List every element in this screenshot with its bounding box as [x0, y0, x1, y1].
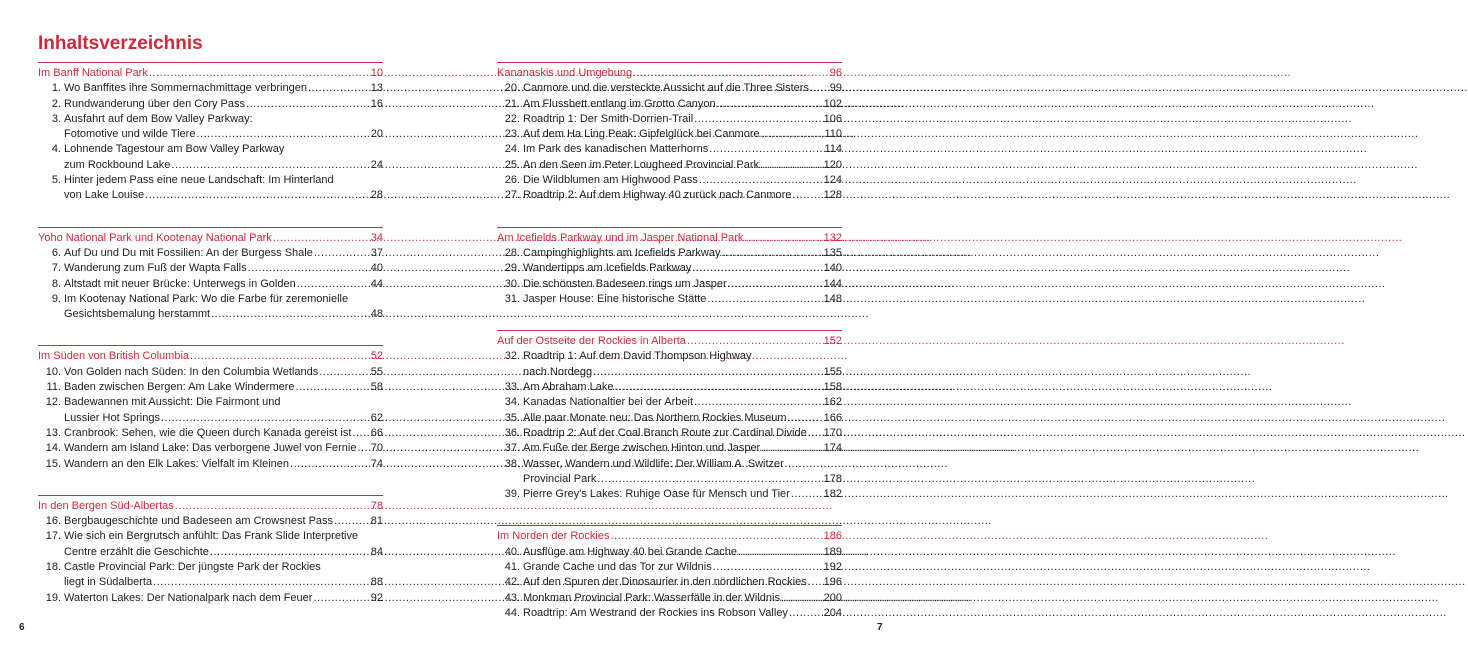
dot-leader: [615, 380, 823, 395]
toc-entry[interactable]: [38, 441, 383, 456]
entry-title: Auf dem Ha Ling Peak: Gipfelglück bei Canmore: [523, 128, 760, 141]
entry-number: 10.: [45, 365, 61, 378]
dot-leader: [694, 395, 823, 410]
entry-number: 19.: [45, 591, 61, 604]
toc-entry-continuation[interactable]: [38, 307, 383, 322]
dot-leader: [633, 66, 829, 81]
entry-title: zum Rockbound Lake: [64, 158, 171, 171]
dot-leader: [611, 529, 823, 544]
entry-title: Alle paar Monate neu: Das Northern Rockies Museum: [523, 411, 787, 424]
entry-number: 23.: [504, 128, 520, 141]
dot-leader: [717, 97, 823, 112]
dot-leader: [761, 127, 824, 142]
entry-number: 16.: [45, 515, 61, 528]
dot-leader: [334, 514, 370, 529]
toc-entry[interactable]: [38, 529, 383, 544]
dot-leader: [145, 188, 370, 203]
toc-entry[interactable]: [497, 246, 842, 261]
entry-page: 140: [823, 262, 842, 275]
dot-leader: [761, 441, 822, 456]
toc-entry[interactable]: [38, 173, 383, 188]
entry-title: Baden zwischen Bergen: Am Lake Windermere: [64, 381, 295, 394]
entry-number: 35.: [504, 411, 520, 424]
entry-page: 13: [370, 82, 383, 95]
toc-section: [497, 62, 842, 204]
entry-title: Lussier Hot Springs: [64, 411, 160, 424]
dot-leader: [319, 365, 370, 380]
section-page: 10: [370, 67, 383, 79]
entry-title: nach Nordegg: [523, 365, 593, 378]
entry-page: 99: [829, 82, 842, 95]
entry-page: 162: [823, 396, 842, 409]
toc-entry[interactable]: [497, 277, 842, 292]
entry-title: Am Fuße der Berge zwischen Hinton und Jasper: [523, 442, 761, 455]
toc-entry[interactable]: [497, 487, 842, 502]
entry-number: 36.: [504, 426, 520, 439]
dot-leader: [171, 158, 369, 173]
dot-leader: [788, 411, 823, 426]
entry-number: 31.: [504, 292, 520, 305]
entry-number: 6.: [51, 246, 61, 259]
toc-entry[interactable]: [38, 292, 383, 307]
entry-page: 106: [823, 112, 842, 125]
dot-leader: [210, 545, 370, 560]
toc-entry[interactable]: [497, 426, 842, 441]
entry-number: 33.: [504, 381, 520, 394]
toc-section: [38, 345, 383, 471]
entry-page: 166: [823, 411, 842, 424]
entry-title: Campinghighlights am Icefields Parkway: [523, 246, 721, 259]
entry-title: Roadtrip 1: Auf dem David Thompson Highway: [523, 350, 752, 363]
dot-leader: [707, 292, 822, 307]
entry-title: Roadtrip 1: Der Smith-Dorrien-Trail: [523, 112, 694, 125]
toc-section: [497, 330, 842, 502]
toc-entry[interactable]: [497, 349, 842, 364]
entry-page: 92: [370, 591, 383, 604]
page-number-left: 6: [19, 622, 25, 633]
entry-number: 28.: [504, 246, 520, 259]
section-title: In den Bergen Süd-Albertas: [38, 499, 174, 512]
dot-leader: [692, 261, 822, 276]
toc-entry[interactable]: [38, 380, 383, 395]
toc-entry-continuation[interactable]: [38, 127, 383, 142]
dot-leader: [694, 112, 823, 127]
entry-title: Grande Cache und das Tor zur Wildnis: [523, 561, 712, 574]
dot-leader: [352, 426, 369, 441]
dot-leader: [713, 560, 823, 575]
entry-page: 196: [823, 576, 842, 589]
entry-number: 37.: [504, 442, 520, 455]
toc-section: [38, 495, 383, 606]
entry-title: Hinter jedem Pass eine neue Landschaft: Im Hinterland: [64, 174, 334, 187]
entry-page: 158: [823, 381, 842, 394]
toc-entry-continuation[interactable]: [497, 365, 842, 380]
dot-leader: [597, 472, 822, 487]
entry-page: 102: [823, 97, 842, 110]
entry-title: Cranbrook: Sehen, wie die Queen durch Kanada gereist ist: [64, 426, 352, 439]
toc-entry[interactable]: [497, 560, 842, 575]
section-page: 132: [823, 231, 842, 244]
toc-entry[interactable]: [497, 395, 842, 410]
toc-entry-continuation[interactable]: [38, 575, 383, 590]
toc-entry[interactable]: [38, 395, 383, 410]
dot-leader: [744, 231, 822, 246]
entry-page: 74: [370, 457, 383, 470]
section-title: Im Norden der Rockies: [497, 530, 610, 543]
entry-title: Lohnende Tagestour am Bow Valley Parkway: [64, 143, 285, 156]
entry-page: 144: [823, 277, 842, 290]
toc-entry[interactable]: [38, 560, 383, 575]
entry-title: Waterton Lakes: Der Nationalpark nach dem Feuer: [64, 591, 313, 604]
section-heading[interactable]: [38, 66, 383, 81]
section-heading[interactable]: [497, 334, 842, 349]
dot-leader: [789, 606, 823, 621]
dot-leader: [728, 277, 823, 292]
section-title: Yoho National Park und Kootenay National Park: [38, 231, 272, 244]
entry-title: Jasper House: Eine historische Stätte: [523, 292, 707, 305]
entry-page: 148: [823, 292, 842, 305]
entry-number: 25.: [504, 158, 520, 171]
entry-number: 41.: [504, 561, 520, 574]
entry-title: Roadtrip 2: Auf dem Highway 40 zurück nach Canmore: [523, 189, 792, 202]
entry-number: 27.: [504, 189, 520, 202]
entry-number: 4.: [51, 143, 61, 156]
section-title: Am Icefields Parkway und im Jasper National Park: [497, 231, 744, 244]
entry-title: liegt in Südalberta: [64, 576, 153, 589]
entry-page: 20: [370, 128, 383, 141]
entry-number: 40.: [504, 545, 520, 558]
entry-number: 12.: [45, 396, 61, 409]
entry-page: 40: [370, 262, 383, 275]
dot-leader: [687, 334, 823, 349]
toc-section: [38, 227, 383, 323]
entry-title: Badewannen mit Aussicht: Die Fairmont und: [64, 396, 281, 409]
dot-leader: [190, 349, 370, 364]
toc-entry[interactable]: [38, 426, 383, 441]
entry-number: 1.: [51, 82, 61, 95]
entry-number: 24.: [504, 143, 520, 156]
toc-section: [38, 62, 383, 204]
toc-entry[interactable]: [497, 127, 842, 142]
toc-entry[interactable]: [497, 380, 842, 395]
toc-section: [497, 525, 842, 621]
entry-page: 81: [370, 515, 383, 528]
entry-number: 20.: [504, 82, 520, 95]
entry-page: 204: [823, 606, 842, 619]
section-page: 34: [370, 231, 383, 244]
dot-leader: [721, 246, 822, 261]
entry-title: Die Wildblumen am Highwood Pass: [523, 174, 698, 187]
toc-entry[interactable]: [38, 591, 383, 606]
toc-entry[interactable]: [497, 545, 842, 560]
section-title: Kananaskis und Umgebung: [497, 67, 633, 79]
entry-page: 128: [823, 189, 842, 202]
entry-number: 8.: [51, 277, 61, 290]
entry-number: 42.: [504, 576, 520, 589]
toc-entry-continuation[interactable]: [38, 188, 383, 203]
toc-entry[interactable]: [38, 142, 383, 157]
section-heading[interactable]: [497, 66, 842, 81]
dot-leader: [791, 487, 823, 502]
entry-page: 178: [823, 472, 842, 485]
entry-number: 15.: [45, 457, 61, 470]
entry-number: 34.: [504, 396, 520, 409]
toc-entry-continuation[interactable]: [38, 545, 383, 560]
dot-leader: [246, 97, 370, 112]
toc-entry[interactable]: [497, 441, 842, 456]
dot-leader: [699, 173, 823, 188]
dot-leader: [308, 81, 370, 96]
section-heading[interactable]: [38, 499, 383, 514]
entry-page: 58: [370, 381, 383, 394]
entry-title: Am Abraham Lake: [523, 381, 614, 394]
page-title: Inhaltsverzeichnis: [38, 33, 203, 54]
toc-entry[interactable]: [497, 292, 842, 307]
entry-title: Im Kootenay National Park: Wo die Farbe für zeremonielle: [64, 292, 349, 305]
entry-number: 32.: [504, 350, 520, 363]
entry-number: 14.: [45, 442, 61, 455]
entry-title: Rundwanderung über den Cory Pass: [64, 97, 246, 110]
entry-page: 182: [823, 488, 842, 501]
toc-entry[interactable]: [497, 606, 842, 621]
entry-page: 37: [370, 246, 383, 259]
entry-title: Fotomotive und wilde Tiere: [64, 128, 196, 141]
dot-leader: [313, 591, 369, 606]
entry-title: Auf Du und Du mit Fossilien: An der Burgess Shale: [64, 246, 313, 259]
entry-title: Ausflüge am Highway 40 bei Grande Cache: [523, 545, 738, 558]
section-page: 52: [370, 350, 383, 363]
entry-page: 62: [370, 411, 383, 424]
entry-title: Gesichtsbemalung herstammt: [64, 308, 211, 321]
section-page: 78: [370, 499, 383, 512]
section-page: 152: [823, 335, 842, 348]
toc-entry[interactable]: [497, 575, 842, 590]
entry-page: 44: [370, 277, 383, 290]
dot-leader: [273, 231, 370, 246]
toc-entry[interactable]: [497, 261, 842, 276]
dot-leader: [760, 158, 823, 173]
section-heading[interactable]: [497, 529, 842, 544]
toc-entry[interactable]: [38, 457, 383, 472]
entry-page: 189: [823, 545, 842, 558]
toc-entry-continuation[interactable]: [38, 158, 383, 173]
entry-title: Castle Provincial Park: Der jüngste Park der Rockies: [64, 561, 321, 574]
toc-entry[interactable]: [497, 457, 842, 472]
entry-page: 200: [823, 591, 842, 604]
entry-title: Auf den Spuren der Dinosaurier in den nördlichen Rockies: [523, 576, 807, 589]
entry-title: Im Park des kanadischen Matterhorns: [523, 143, 709, 156]
dot-leader: [149, 66, 370, 81]
entry-title: Centre erzählt die Geschichte: [64, 545, 209, 558]
section-title: Im Süden von British Columbia: [38, 350, 190, 363]
entry-number: 21.: [504, 97, 520, 110]
entry-page: 192: [823, 561, 842, 574]
dot-leader: [290, 457, 370, 472]
toc-entry[interactable]: [38, 81, 383, 96]
toc-entry[interactable]: [497, 188, 842, 203]
toc-entry[interactable]: [38, 112, 383, 127]
entry-number: 44.: [504, 606, 520, 619]
entry-title: Monkman Provincial Park: Wasserfälle in der Wildnis: [523, 591, 780, 604]
toc-entry[interactable]: [38, 514, 383, 529]
toc-entry[interactable]: [497, 81, 842, 96]
entry-page: 114: [824, 143, 842, 156]
entry-number: 30.: [504, 277, 520, 290]
entry-title: Kanadas Nationaltier bei der Arbeit: [523, 396, 693, 409]
entry-page: 48: [370, 308, 383, 321]
entry-number: 13.: [45, 426, 61, 439]
entry-page: 120: [823, 158, 842, 171]
dot-leader: [211, 307, 370, 322]
entry-page: 66: [370, 426, 383, 439]
entry-number: 38.: [504, 457, 520, 470]
dot-leader: [161, 411, 370, 426]
section-heading[interactable]: [38, 349, 383, 364]
dot-leader: [709, 142, 823, 157]
entry-title: Roadtrip: Am Westrand der Rockies ins Robson Valley: [523, 606, 788, 619]
toc-entry-continuation[interactable]: [38, 411, 383, 426]
toc-entry-continuation[interactable]: [497, 472, 842, 487]
entry-page: 124: [823, 174, 842, 187]
entry-title: Provincial Park: [523, 472, 597, 485]
toc-entry[interactable]: [38, 261, 383, 276]
section-title: Im Banff National Park: [38, 67, 148, 79]
entry-number: 43.: [504, 591, 520, 604]
section-page: 186: [823, 530, 842, 543]
entry-page: 84: [370, 545, 383, 558]
dot-leader: [808, 575, 823, 590]
entry-number: 3.: [51, 112, 61, 125]
entry-number: 22.: [504, 112, 520, 125]
dot-leader: [357, 441, 369, 456]
dot-leader: [175, 499, 370, 514]
toc-entry[interactable]: [497, 142, 842, 157]
entry-number: 7.: [51, 262, 61, 275]
toc-entry[interactable]: [497, 173, 842, 188]
entry-number: 26.: [504, 174, 520, 187]
entry-title: Wo Banffites ihre Sommernachmittage verbringen: [64, 82, 307, 95]
dot-leader: [297, 277, 370, 292]
dot-leader: [314, 246, 370, 261]
entry-title: Bergbaugeschichte und Badeseen am Crowsnest Pass: [64, 515, 334, 528]
section-page: 96: [829, 67, 842, 79]
dot-leader: [810, 81, 829, 96]
entry-number: 11.: [46, 381, 61, 394]
entry-number: 2.: [51, 97, 61, 110]
entry-title: Altstadt mit neuer Brücke: Unterwegs in Golden: [64, 277, 296, 290]
entry-page: 88: [370, 576, 383, 589]
toc-entry[interactable]: [38, 97, 383, 112]
toc-entry[interactable]: [38, 365, 383, 380]
entry-page: 135: [823, 246, 842, 259]
entry-title: Die schönsten Badeseen rings um Jasper: [523, 277, 727, 290]
toc-entry[interactable]: [38, 277, 383, 292]
entry-number: 39.: [504, 488, 520, 501]
dot-leader: [738, 545, 823, 560]
section-heading[interactable]: [38, 231, 383, 246]
toc-entry[interactable]: [497, 112, 842, 127]
toc-entry[interactable]: [497, 411, 842, 426]
toc-entry[interactable]: [497, 591, 842, 606]
toc-section: [497, 227, 842, 307]
entry-number: 18.: [45, 561, 61, 574]
entry-title: An den Seen im Peter Lougheed Provincial Park: [523, 158, 760, 171]
entry-title: Wandern an den Elk Lakes: Vielfalt im Kleinen: [64, 457, 290, 470]
page-number-right: 7: [877, 622, 883, 633]
entry-title: von Lake Louise: [64, 189, 145, 202]
entry-title: Am Flussbett entlang im Grotto Canyon: [523, 97, 716, 110]
entry-title: Wie sich ein Bergrutsch anfühlt: Das Frank Slide Interpretive: [64, 530, 359, 543]
entry-number: 5.: [51, 174, 61, 187]
toc-entry[interactable]: [497, 97, 842, 112]
dot-leader: [153, 575, 370, 590]
entry-page: 28: [370, 189, 383, 202]
entry-title: Wasser, Wandern und Wildlife: Der William A. Switzer: [523, 457, 784, 470]
entry-page: 16: [370, 97, 383, 110]
dot-leader: [593, 365, 823, 380]
dot-leader: [792, 188, 822, 203]
entry-title: Roadtrip 2: Auf der Coal Branch Route zur Cardinal Divide: [523, 426, 807, 439]
section-heading[interactable]: [497, 231, 842, 246]
entry-page: 155: [823, 365, 842, 378]
entry-title: Von Golden nach Süden: In den Columbia Wetlands: [64, 365, 319, 378]
toc-column-right: [497, 62, 842, 644]
toc-entry[interactable]: [38, 246, 383, 261]
entry-title: Pierre Grey's Lakes: Ruhige Oase für Mensch und Tier: [523, 488, 790, 501]
dot-leader: [781, 591, 823, 606]
entry-page: 170: [823, 426, 842, 439]
entry-title: Wanderung zum Fuß der Wapta Falls: [64, 262, 247, 275]
entry-page: 110: [824, 128, 842, 141]
dot-leader: [296, 380, 370, 395]
entry-page: 24: [370, 158, 383, 171]
dot-leader: [248, 261, 370, 276]
dot-leader: [196, 127, 369, 142]
entry-title: Ausfahrt auf dem Bow Valley Parkway:: [64, 112, 253, 125]
entry-number: 29.: [504, 262, 520, 275]
toc-column-left: [38, 62, 383, 629]
entry-title: Wandertipps am Icefields Parkway: [523, 262, 692, 275]
entry-title: Wandern am Island Lake: Das verborgene Juwel von Fernie: [64, 442, 357, 455]
entry-title: Canmore und die versteckte Aussicht auf die Three Sisters: [523, 82, 809, 95]
entry-number: 9.: [51, 292, 61, 305]
toc-entry[interactable]: [497, 158, 842, 173]
entry-page: 174: [823, 442, 842, 455]
entry-page: 55: [370, 365, 383, 378]
entry-number: 17.: [45, 530, 61, 543]
entry-page: 70: [370, 442, 383, 455]
section-title: Auf der Ostseite der Rockies in Alberta: [497, 335, 686, 348]
dot-leader: [808, 426, 823, 441]
